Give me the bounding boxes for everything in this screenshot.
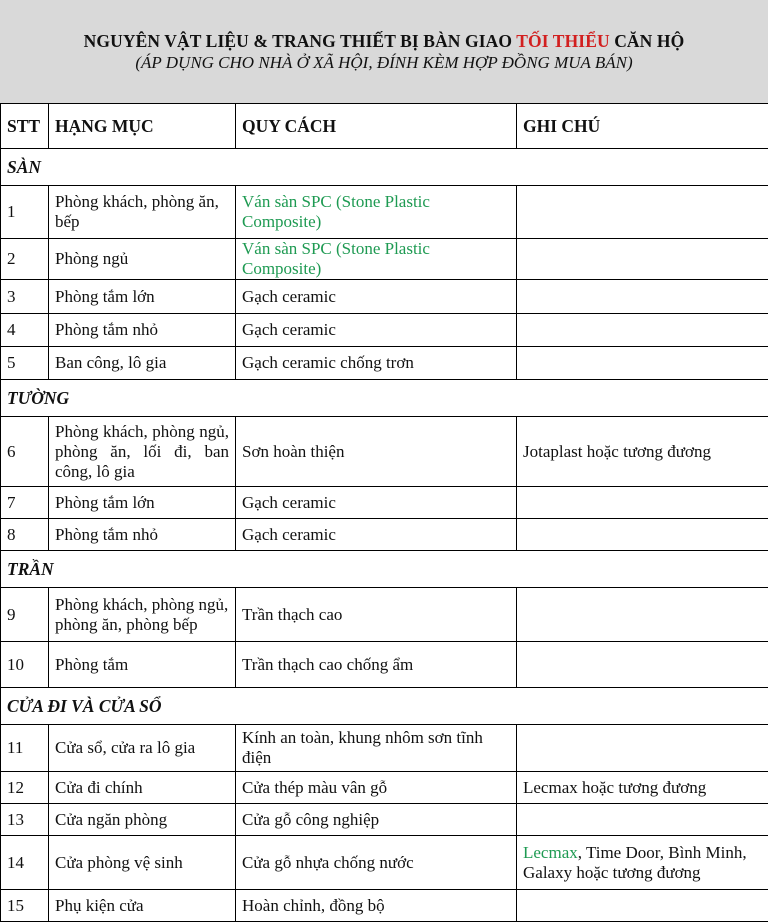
column-header-note: GHI CHÚ — [517, 104, 768, 149]
document-subtitle: (ÁP DỤNG CHO NHÀ Ở XÃ HỘI, ĐÍNH KÈM HỢP ĐỒNG MUA BÁN) — [135, 53, 633, 72]
row-item: Phụ kiện cửa — [49, 890, 236, 922]
row-spec: Gạch ceramic — [236, 487, 517, 519]
row-item: Phòng tắm lớn — [49, 487, 236, 519]
row-spec: Cửa gỗ công nghiệp — [236, 804, 517, 836]
row-spec: Ván sàn SPC (Stone Plastic Composite) — [236, 186, 517, 239]
row-note — [517, 280, 768, 314]
section-title: TRẦN — [1, 551, 768, 588]
table-row — [1, 239, 768, 280]
row-note — [517, 186, 768, 239]
title-text-end: CĂN HỘ — [609, 31, 685, 51]
row-stt: 13 — [1, 804, 49, 836]
row-spec: Gạch ceramic — [236, 519, 517, 551]
row-item: Cửa phòng vệ sinh — [49, 836, 236, 890]
table-row — [1, 725, 768, 772]
table-row — [1, 772, 768, 804]
row-item: Phòng tắm — [49, 642, 236, 688]
table-row — [1, 487, 768, 519]
row-note — [517, 239, 768, 280]
table-row — [1, 588, 768, 642]
row-note — [517, 519, 768, 551]
row-note — [517, 890, 768, 922]
row-stt: 5 — [1, 347, 49, 380]
row-spec: Gạch ceramic — [236, 280, 517, 314]
row-stt: 6 — [1, 417, 49, 487]
row-note — [517, 588, 768, 642]
row-stt: 2 — [1, 239, 49, 280]
table-header-row — [1, 104, 768, 149]
row-note — [517, 725, 768, 772]
row-item: Phòng tắm nhỏ — [49, 519, 236, 551]
row-item: Phòng tắm lớn — [49, 280, 236, 314]
row-note — [517, 314, 768, 347]
section-row-wall — [1, 380, 768, 417]
row-note — [517, 642, 768, 688]
row-item: Cửa sổ, cửa ra lô gia — [49, 725, 236, 772]
table-row — [1, 519, 768, 551]
row-item: Cửa đi chính — [49, 772, 236, 804]
row-item: Phòng khách, phòng ăn, bếp — [49, 186, 236, 239]
row-note — [517, 804, 768, 836]
table-row — [1, 417, 768, 487]
column-header-stt: STT — [1, 104, 49, 149]
section-title: SÀN — [1, 149, 768, 186]
section-row-doors-windows — [1, 688, 768, 725]
column-header-item: HẠNG MỤC — [49, 104, 236, 149]
row-stt: 11 — [1, 725, 49, 772]
row-stt: 10 — [1, 642, 49, 688]
row-spec: Cửa gỗ nhựa chống nước — [236, 836, 517, 890]
section-row-ceiling — [1, 551, 768, 588]
row-stt: 4 — [1, 314, 49, 347]
row-note: Lecmax hoặc tương đương — [517, 772, 768, 804]
row-note-text: , Time Door, Bình Minh, Galaxy hoặc tương đương — [523, 842, 747, 882]
table-row — [1, 642, 768, 688]
table-row — [1, 890, 768, 922]
row-stt: 12 — [1, 772, 49, 804]
row-item: Cửa ngăn phòng — [49, 804, 236, 836]
row-spec: Hoàn chỉnh, đồng bộ — [236, 890, 517, 922]
table-row — [1, 804, 768, 836]
document-header — [0, 0, 768, 103]
title-accent-text: TỐI THIỂU — [516, 31, 610, 51]
column-header-spec: QUY CÁCH — [236, 104, 517, 149]
row-stt: 3 — [1, 280, 49, 314]
section-title: CỬA ĐI VÀ CỬA SỔ — [1, 688, 768, 725]
row-spec: Ván sàn SPC (Stone Plastic Composite) — [236, 239, 517, 280]
row-spec: Trần thạch cao chống ẩm — [236, 642, 517, 688]
row-stt: 14 — [1, 836, 49, 890]
table-row — [1, 280, 768, 314]
row-stt: 9 — [1, 588, 49, 642]
table-row — [1, 186, 768, 239]
section-title: TƯỜNG — [1, 380, 768, 417]
row-item: Phòng ngủ — [49, 239, 236, 280]
row-note — [517, 487, 768, 519]
row-stt: 8 — [1, 519, 49, 551]
row-item: Phòng khách, phòng ngủ, phòng ăn, phòng bếp — [49, 588, 236, 642]
title-text: NGUYÊN VẬT LIỆU & TRANG THIẾT BỊ BÀN GIAO — [83, 31, 517, 51]
row-note — [517, 836, 768, 890]
table-row — [1, 836, 768, 890]
document-title — [0, 31, 768, 52]
row-note-brand: Lecmax — [523, 842, 578, 862]
row-stt: 7 — [1, 487, 49, 519]
table-row — [1, 347, 768, 380]
row-spec: Trần thạch cao — [236, 588, 517, 642]
row-spec: Gạch ceramic chống trơn — [236, 347, 517, 380]
row-spec: Sơn hoàn thiện — [236, 417, 517, 487]
row-spec: Cửa thép màu vân gỗ — [236, 772, 517, 804]
row-stt: 1 — [1, 186, 49, 239]
row-spec: Kính an toàn, khung nhôm sơn tĩnh điện — [236, 725, 517, 772]
table-row — [1, 314, 768, 347]
row-note: Jotaplast hoặc tương đương — [517, 417, 768, 487]
row-item: Ban công, lô gia — [49, 347, 236, 380]
row-item: Phòng khách, phòng ngủ, phòng ăn, lối đi, ban công, lô gia — [49, 417, 236, 487]
row-stt: 15 — [1, 890, 49, 922]
row-note — [517, 347, 768, 380]
materials-table — [0, 103, 768, 922]
section-row-floor — [1, 149, 768, 186]
row-spec: Gạch ceramic — [236, 314, 517, 347]
row-item: Phòng tắm nhỏ — [49, 314, 236, 347]
